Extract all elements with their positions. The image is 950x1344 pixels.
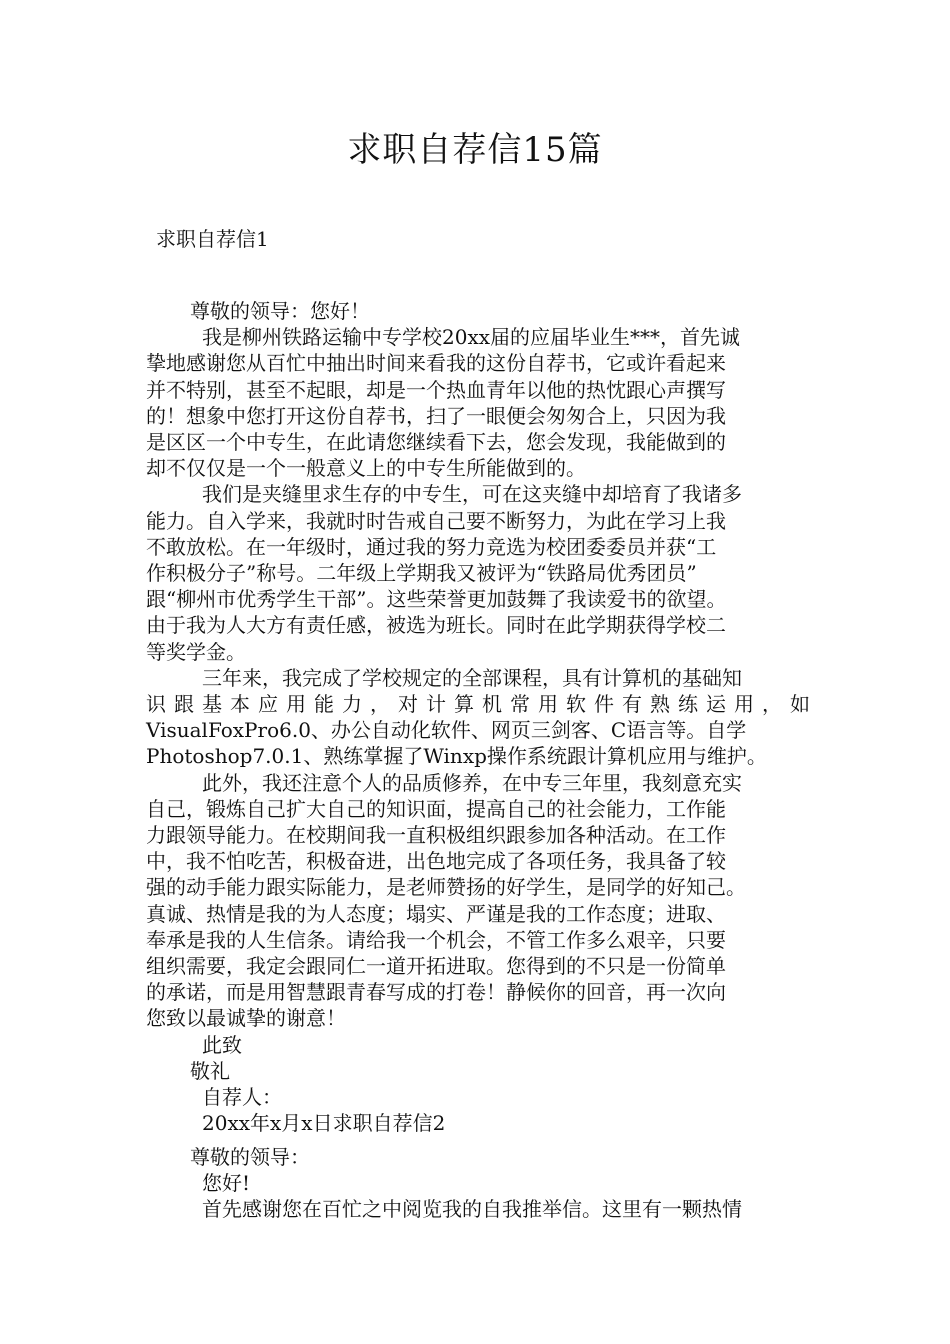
paragraph-line: VisualFoxPro6.0、办公自动化软件、网页三剑客、C语言等。自学 [146,718,747,743]
paragraph-line: Photoshop7.0.1、熟练掌握了Winxp操作系统跟计算机应用与维护。 [146,744,767,769]
paragraph-line: 跟“柳州市优秀学生干部”。这些荣誉更加鼓舞了我读爱书的欲望。 [146,587,727,612]
paragraph-line: 挚地感谢您从百忙中抽出时间来看我的这份自荐书，它或许看起来 [146,351,726,376]
paragraph-2 [146,481,810,664]
paragraph-line: 三年来，我完成了学校规定的全部课程，具有计算机的基础知 [202,665,742,690]
paragraph-line: 的承诺，而是用智慧跟青春写成的打卷！静候你的回音，再一次向 [146,980,726,1005]
paragraph-line: 真诚、热情是我的为人态度；塌实、严谨是我的工作态度；进取、 [146,901,726,926]
paragraph-line: 作积极分子”称号。二年级上学期我又被评为“铁路局优秀团员” [146,561,697,586]
paragraph-4 [146,770,810,1032]
closing-salute: 敬礼 [190,1058,230,1083]
paragraph-line: 能力。自入学来，我就时时告戒自己要不断努力，为此在学习上我 [146,508,726,533]
paragraph-line: 中，我不怕吃苦，积极奋进，出色地完成了各项任务，我具备了较 [146,849,726,874]
signer-label: 自荐人： [202,1085,282,1110]
paragraph-line: 并不特别，甚至不起眼，却是一个热血青年以他的热忱跟心声撰写 [146,377,726,402]
paragraph-3 [146,665,810,770]
paragraph-line: 由于我为人大方有责任感，被选为班长。同时在此学期获得学校二 [146,613,726,638]
paragraph-line: 我们是夹缝里求生存的中专生，可在这夹缝中却培育了我诸多 [202,482,742,507]
letter-1-salutation: 尊敬的领导：您好！ [190,299,370,323]
document-title: 求职自荐信15篇 [347,130,603,170]
paragraph-line: 不敢放松。在一年级时，通过我的努力竞选为校团委委员并获“工 [146,534,717,559]
paragraph-line: 组织需要，我定会跟同仁一道开拓进取。您得到的不只是一份简单 [146,954,726,979]
paragraph-line: 我是柳州铁路运输中专学校20xx届的应届毕业生***，首先诚 [202,325,741,350]
letter-2-greeting: 您好! [202,1171,251,1196]
paragraph-line: 奉承是我的人生信条。请给我一个机会，不管工作多么艰辛，只要 [146,927,726,952]
paragraph-line: 识跟基本应用能力，对计算机常用软件有熟练运用，如 [146,692,810,717]
letter-2-salutation: 尊敬的领导： [190,1145,310,1169]
letter-1-body [146,298,810,1137]
closing-respectfully: 此致 [202,1032,242,1057]
paragraph-line: 强的动手能力跟实际能力，是老师赞扬的好学生，是同学的好知己。 [146,875,746,900]
letter-2-first-line: 首先感谢您在百忙之中阅览我的自我推举信。这里有一颗热情 [202,1197,742,1222]
paragraph-1 [146,324,810,481]
date-line: 20xx年x月x日求职自荐信2 [202,1111,446,1136]
paragraph-line: 此外，我还注意个人的品质修养，在中专三年里，我刻意充实 [202,770,742,795]
paragraph-line: 您致以最诚挚的谢意！ [146,1006,346,1031]
paragraph-line: 力跟领导能力。在校期间我一直积极组织跟参加各种活动。在工作 [146,823,726,848]
letter-2-body [146,1144,810,1223]
paragraph-line: 的！想象中您打开这份自荐书，扫了一眼便会匆匆合上，只因为我 [146,403,726,428]
paragraph-line: 却不仅仅是一个一般意义上的中专生所能做到的。 [146,456,586,481]
paragraph-line: 等奖学金。 [146,639,246,664]
paragraph-line: 自己，锻炼自己扩大自己的知识面，提高自己的社会能力，工作能 [146,796,726,821]
paragraph-line: 是区区一个中专生，在此请您继续看下去，您会发现，我能做到的 [146,430,726,455]
section-heading: 求职自荐信1 [156,227,269,251]
